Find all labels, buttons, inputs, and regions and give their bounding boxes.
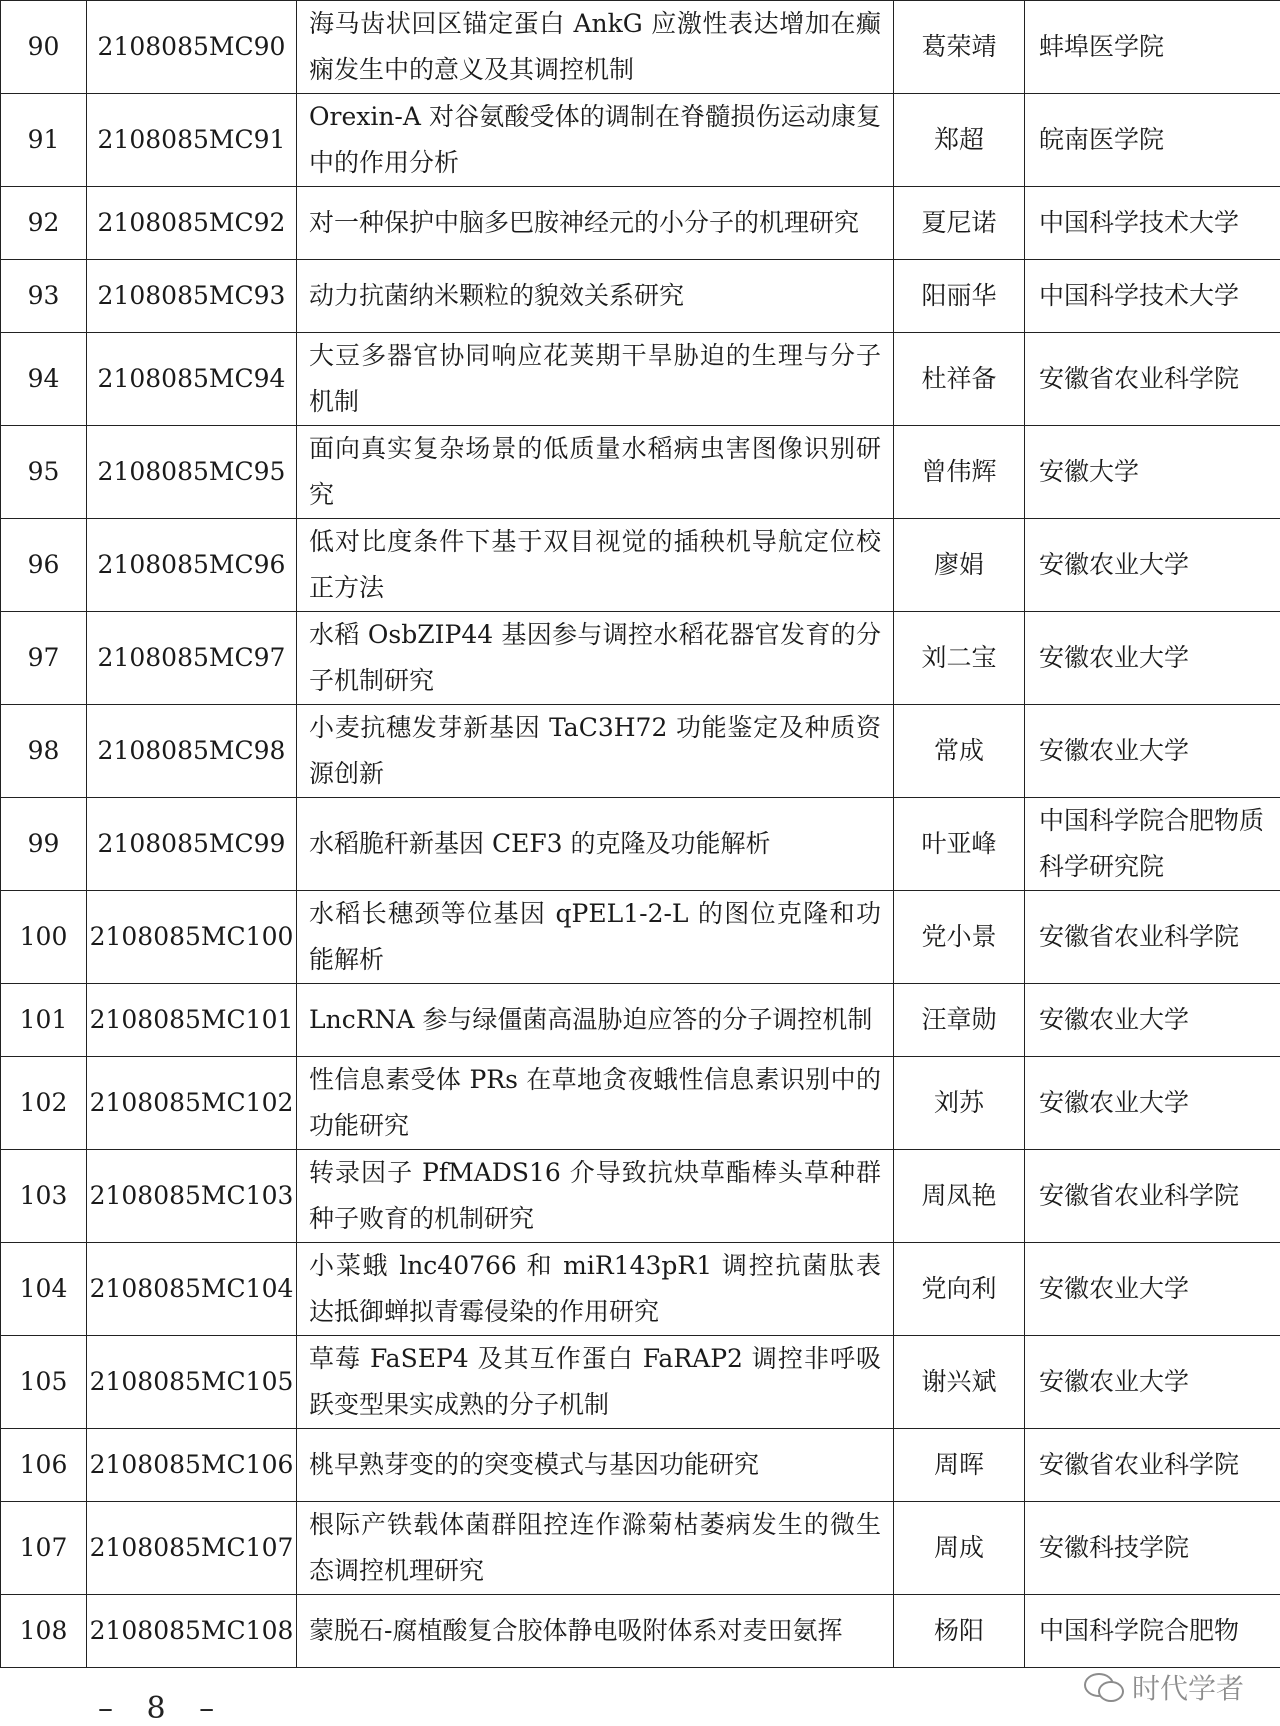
- project-leader: 刘二宝: [894, 612, 1025, 705]
- row-number: 100: [1, 891, 87, 984]
- project-org: 蚌埠医学院: [1025, 1, 1280, 94]
- row-number: 91: [1, 94, 87, 187]
- project-title: 小麦抗穗发芽新基因 TaC3H72 功能鉴定及种质资源创新: [297, 705, 894, 798]
- table-row: [1, 94, 1280, 187]
- row-number: 96: [1, 519, 87, 612]
- page-number: – 8 –: [98, 1691, 226, 1726]
- project-leader: 杨阳: [894, 1595, 1025, 1668]
- project-org: 安徽省农业科学院: [1025, 333, 1280, 426]
- table-row: [1, 798, 1280, 891]
- project-leader: 党小景: [894, 891, 1025, 984]
- project-title: 小菜蛾 lnc40766 和 miR143pR1 调控抗菌肽表达抵御蝉拟青霉侵染的作用研究: [297, 1243, 894, 1336]
- project-leader: 廖娟: [894, 519, 1025, 612]
- table-row: [1, 1336, 1280, 1429]
- project-leader: 曾伟辉: [894, 426, 1025, 519]
- project-title: 蒙脱石-腐植酸复合胶体静电吸附体系对麦田氨挥: [297, 1595, 894, 1668]
- table-row: [1, 705, 1280, 798]
- project-org: 安徽农业大学: [1025, 1336, 1280, 1429]
- project-title: 动力抗菌纳米颗粒的貌效关系研究: [297, 260, 894, 333]
- table-row: [1, 1, 1280, 94]
- row-number: 108: [1, 1595, 87, 1668]
- project-leader: 杜祥备: [894, 333, 1025, 426]
- project-org: 安徽农业大学: [1025, 705, 1280, 798]
- row-number: 106: [1, 1429, 87, 1502]
- table-row: [1, 1429, 1280, 1502]
- project-code: 2108085MC99: [87, 798, 297, 891]
- project-leader: 周成: [894, 1502, 1025, 1595]
- wechat-icon: [1084, 1671, 1124, 1703]
- project-org: 中国科学院合肥物: [1025, 1595, 1280, 1668]
- table-row: [1, 1502, 1280, 1595]
- project-code: 2108085MC102: [87, 1057, 297, 1150]
- project-leader: 叶亚峰: [894, 798, 1025, 891]
- project-title: Orexin-A 对谷氨酸受体的调制在脊髓损伤运动康复中的作用分析: [297, 94, 894, 187]
- project-leader: 周凤艳: [894, 1150, 1025, 1243]
- project-code: 2108085MC107: [87, 1502, 297, 1595]
- row-number: 93: [1, 260, 87, 333]
- row-number: 103: [1, 1150, 87, 1243]
- row-number: 97: [1, 612, 87, 705]
- project-code: 2108085MC94: [87, 333, 297, 426]
- table-row: [1, 1595, 1280, 1668]
- project-code: 2108085MC98: [87, 705, 297, 798]
- project-org: 安徽农业大学: [1025, 612, 1280, 705]
- row-number: 105: [1, 1336, 87, 1429]
- project-org: 皖南医学院: [1025, 94, 1280, 187]
- project-leader: 阳丽华: [894, 260, 1025, 333]
- project-code: 2108085MC96: [87, 519, 297, 612]
- project-leader: 郑超: [894, 94, 1025, 187]
- project-org: 安徽科技学院: [1025, 1502, 1280, 1595]
- project-title: 转录因子 PfMADS16 介导致抗炔草酯棒头草种群种子败育的机制研究: [297, 1150, 894, 1243]
- table-row: [1, 891, 1280, 984]
- project-org: 安徽省农业科学院: [1025, 891, 1280, 984]
- project-code: 2108085MC95: [87, 426, 297, 519]
- project-code: 2108085MC106: [87, 1429, 297, 1502]
- project-code: 2108085MC92: [87, 187, 297, 260]
- project-title: 性信息素受体 PRs 在草地贪夜蛾性信息素识别中的功能研究: [297, 1057, 894, 1150]
- project-leader: 葛荣靖: [894, 1, 1025, 94]
- project-org: 中国科学技术大学: [1025, 187, 1280, 260]
- project-title: 对一种保护中脑多巴胺神经元的小分子的机理研究: [297, 187, 894, 260]
- project-title: 水稻脆秆新基因 CEF3 的克隆及功能解析: [297, 798, 894, 891]
- project-title: 低对比度条件下基于双目视觉的插秧机导航定位校正方法: [297, 519, 894, 612]
- row-number: 98: [1, 705, 87, 798]
- project-org: 安徽农业大学: [1025, 1243, 1280, 1336]
- project-leader: 谢兴斌: [894, 1336, 1025, 1429]
- project-org: 中国科学技术大学: [1025, 260, 1280, 333]
- project-code: 2108085MC104: [87, 1243, 297, 1336]
- table-row: [1, 612, 1280, 705]
- table-row: [1, 426, 1280, 519]
- project-title: 水稻 OsbZIP44 基因参与调控水稻花器官发育的分子机制研究: [297, 612, 894, 705]
- project-org: 安徽农业大学: [1025, 984, 1280, 1057]
- row-number: 95: [1, 426, 87, 519]
- project-code: 2108085MC91: [87, 94, 297, 187]
- project-title: 海马齿状回区锚定蛋白 AnkG 应激性表达增加在癫痫发生中的意义及其调控机制: [297, 1, 894, 94]
- project-title: 桃早熟芽变的的突变模式与基因功能研究: [297, 1429, 894, 1502]
- watermark-text: 时代学者: [1132, 1667, 1244, 1707]
- watermark: [1084, 1667, 1244, 1707]
- table-row: [1, 519, 1280, 612]
- table-row: [1, 1150, 1280, 1243]
- project-org: 安徽农业大学: [1025, 1057, 1280, 1150]
- row-number: 104: [1, 1243, 87, 1336]
- project-title: 水稻长穗颈等位基因 qPEL1-2-L 的图位克隆和功能解析: [297, 891, 894, 984]
- project-code: 2108085MC108: [87, 1595, 297, 1668]
- project-code: 2108085MC93: [87, 260, 297, 333]
- table-row: [1, 984, 1280, 1057]
- project-org: 安徽农业大学: [1025, 519, 1280, 612]
- project-leader: 党向利: [894, 1243, 1025, 1336]
- project-leader: 常成: [894, 705, 1025, 798]
- project-code: 2108085MC90: [87, 1, 297, 94]
- project-code: 2108085MC101: [87, 984, 297, 1057]
- row-number: 90: [1, 1, 87, 94]
- project-leader: 周晖: [894, 1429, 1025, 1502]
- project-leader: 夏尼诺: [894, 187, 1025, 260]
- project-org: 安徽省农业科学院: [1025, 1150, 1280, 1243]
- project-leader: 汪章勋: [894, 984, 1025, 1057]
- project-org: 安徽大学: [1025, 426, 1280, 519]
- table-row: [1, 1057, 1280, 1150]
- project-code: 2108085MC97: [87, 612, 297, 705]
- project-leader: 刘苏: [894, 1057, 1025, 1150]
- project-org: 安徽省农业科学院: [1025, 1429, 1280, 1502]
- table-row: [1, 1243, 1280, 1336]
- row-number: 102: [1, 1057, 87, 1150]
- row-number: 107: [1, 1502, 87, 1595]
- row-number: 99: [1, 798, 87, 891]
- row-number: 101: [1, 984, 87, 1057]
- project-org: 中国科学院合肥物质科学研究院: [1025, 798, 1280, 891]
- project-title: 大豆多器官协同响应花荚期干旱胁迫的生理与分子机制: [297, 333, 894, 426]
- row-number: 92: [1, 187, 87, 260]
- project-title: 草莓 FaSEP4 及其互作蛋白 FaRAP2 调控非呼吸跃变型果实成熟的分子机制: [297, 1336, 894, 1429]
- project-code: 2108085MC105: [87, 1336, 297, 1429]
- project-code: 2108085MC103: [87, 1150, 297, 1243]
- table-row: [1, 260, 1280, 333]
- project-title: 根际产铁载体菌群阻控连作滁菊枯萎病发生的微生态调控机理研究: [297, 1502, 894, 1595]
- table-row: [1, 187, 1280, 260]
- project-title: LncRNA 参与绿僵菌高温胁迫应答的分子调控机制: [297, 984, 894, 1057]
- row-number: 94: [1, 333, 87, 426]
- project-code: 2108085MC100: [87, 891, 297, 984]
- project-title: 面向真实复杂场景的低质量水稻病虫害图像识别研究: [297, 426, 894, 519]
- table-row: [1, 333, 1280, 426]
